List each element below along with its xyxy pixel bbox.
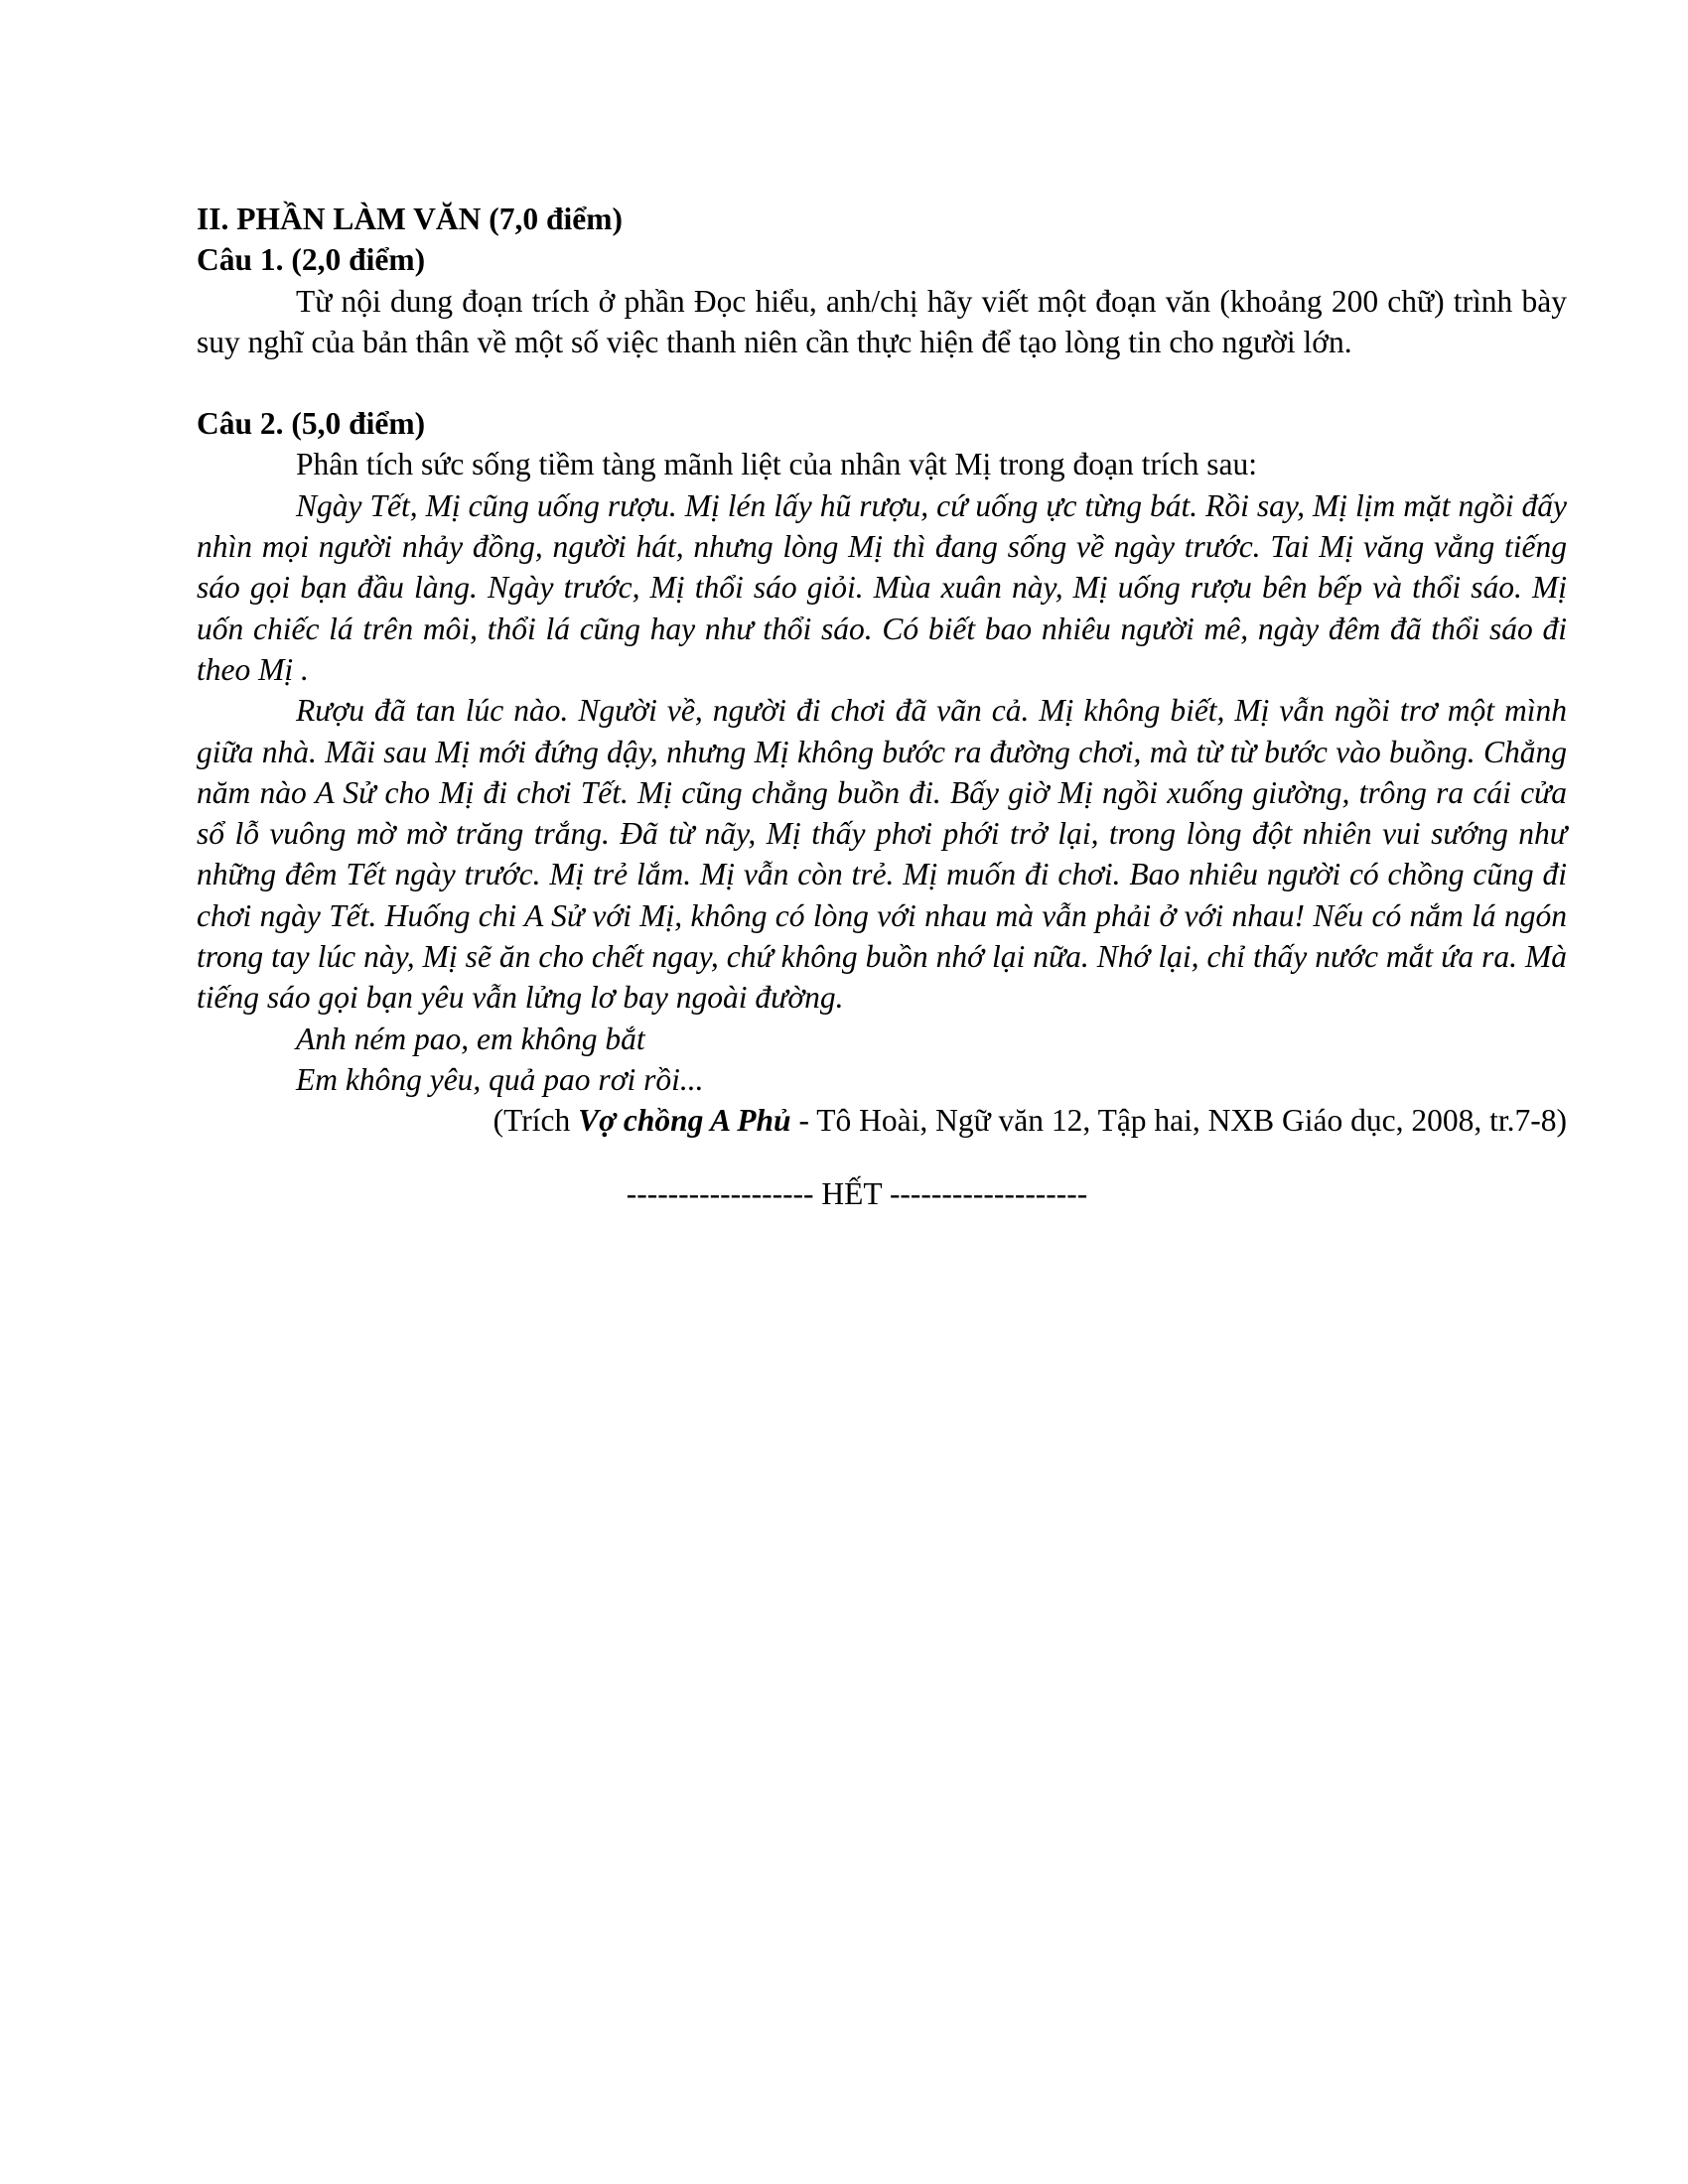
citation-prefix: (Trích [492,1103,579,1139]
section-title: II. PHẦN LÀM VĂN (7,0 điểm) [197,202,624,236]
citation-work-title: Vợ chồng A Phủ [578,1103,791,1139]
source-citation [197,1100,1567,1141]
exam-page [197,199,1567,1214]
excerpt-paragraph-2: Rượu đã tan lúc nào. Người về, người đi chơi đã vãn cả. Mị không biết, Mị vẫn ngồi trơ một mình giữa nhà. Mãi sau Mị mới đứng dậy, nhưng Mị không bước ra đường chơi, mà từ từ bước vào buồng. Chẳng năm nào A Sử cho Mị đi chơi Tết. Mị cũng chẳng buồn đi. Bấy giờ Mị ngồi xuống giường, trông ra cái cửa sổ lỗ vuông mờ mờ trăng trắng. Đã từ nãy, Mị thấy phơi phới trở lại, trong lòng đột nhiên vui sướng như những đêm Tết ngày trước. Mị trẻ lắm. Mị vẫn còn trẻ. Mị muốn đi chơi. Bao nhiêu người có chồng cũng đi chơi ngày Tết. Huống chi A Sử với Mị, không có lòng với nhau mà vẫn phải ở với nhau! Nếu có nắm lá ngón trong tay lúc này, Mị sẽ ăn cho chết ngay, chứ không buồn nhớ lại nữa. Nhớ lại, chỉ thấy nước mắt ứa ra. Mà tiếng sáo gọi bạn yêu vẫn lửng lơ bay ngoài đường. [197,693,1567,1016]
question-1-text: Từ nội dung đoạn trích ở phần Đọc hiểu, anh/chị hãy viết một đoạn văn (khoảng 200 chữ) trình bày suy nghĩ của bản thân về một số việc thanh niên cần thực hiện để tạo lòng tin cho người lớn. [197,283,1567,359]
question-2-prompt: Phân tích sức sống tiềm tàng mãnh liệt của nhân vật Mị trong đoạn trích sau: [296,447,1257,482]
question-1-heading: Câu 1. (2,0 điểm) [197,242,426,278]
spacer [197,362,1567,403]
poem-line-2: Em không yêu, quả pao rơi rồi... [296,1061,704,1097]
poem-line-1: Anh ném pao, em không bắt [296,1021,645,1056]
question-2-heading: Câu 2. (5,0 điểm) [197,406,426,442]
citation-suffix: - Tô Hoài, Ngữ văn 12, Tập hai, NXB Giáo dục, 2008, tr.7-8) [790,1103,1567,1139]
excerpt-paragraph-1: Ngày Tết, Mị cũng uống rượu. Mị lén lấy hũ rượu, cứ uống ực từng bát. Rồi say, Mị lịm mặt ngồi đấy nhìn mọi người nhảy đồng, người hát, nhưng lòng Mị thì đang sống về ngày trước. Tai Mị văng vẳng tiếng sáo gọi bạn đầu làng. Ngày trước, Mị thổi sáo giỏi. Mùa xuân này, Mị uống rượu bên bếp và thổi sáo. Mị uốn chiếc lá trên môi, thổi lá cũng hay như thổi sáo. Có biết bao nhiêu người mê, ngày đêm đã thổi sáo đi theo Mị . [197,487,1567,687]
end-marker: ------------------ HẾT ------------------- [626,1175,1088,1211]
